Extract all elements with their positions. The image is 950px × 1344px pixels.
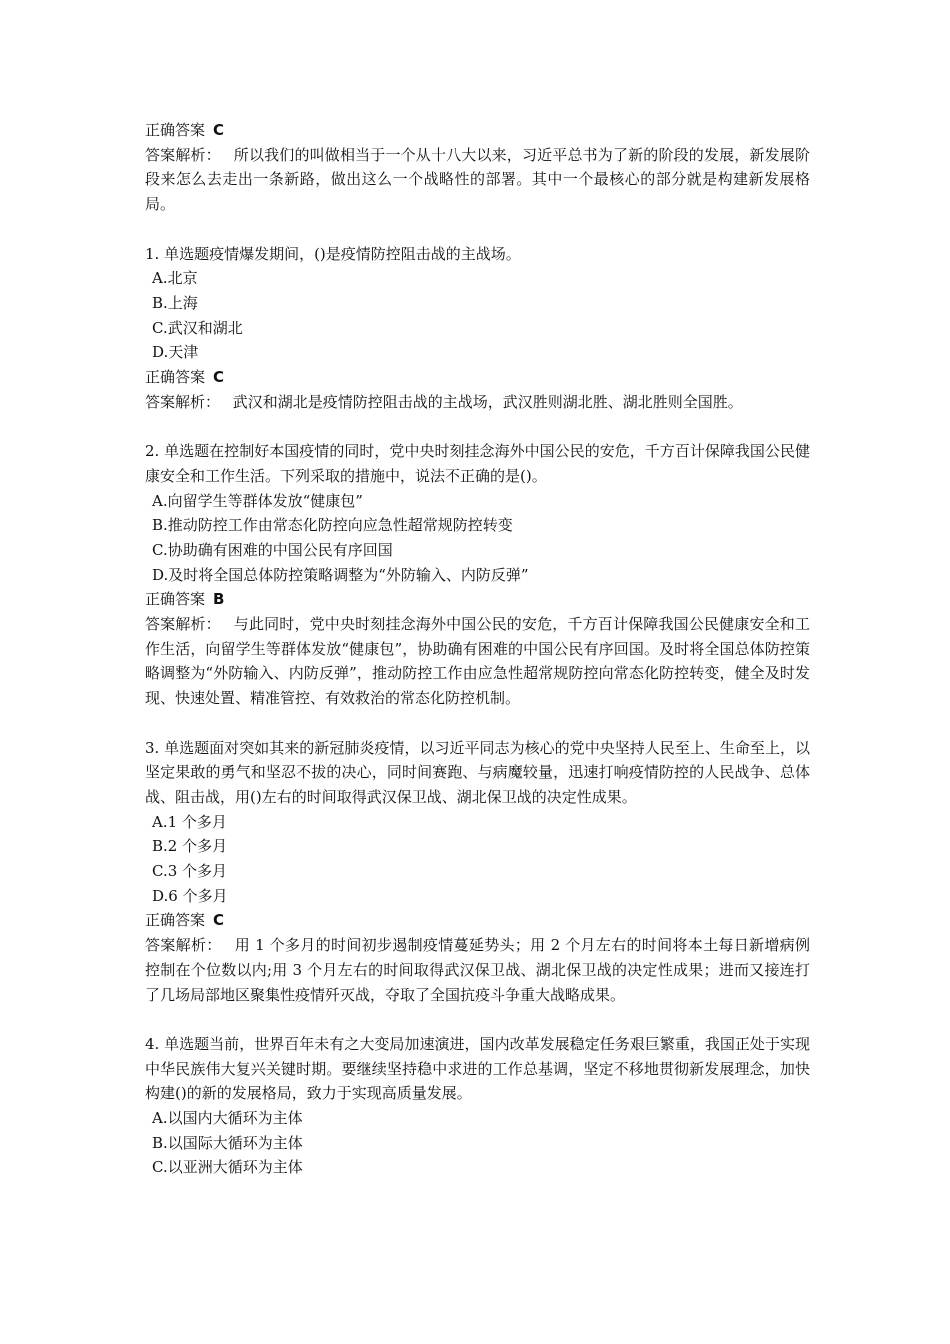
analysis-label: 答案解析： [145,392,221,411]
option-d: D.天津 [152,343,199,362]
option-c: C.3 个多月 [152,862,228,881]
analysis-text: 武汉和湖北是疫情防控阻击战的主战场，武汉胜则湖北胜、湖北胜则全国胜。 [232,392,743,411]
option-b: B.推动防控工作由常态化防控向应急性超常规防控转变 [152,516,513,535]
answer-line [145,365,810,390]
question-3 [145,736,810,1008]
analysis-text: 与此同时，党中央时刻挂念海外中国公民的安危，千方百计保障我国公民健康安全和工作生活，向留学生等群体发放“健康包”，协助确有困难的中国公民有序回国。及时将全国总体防控策略调整为“外防输入、内防反弹”，推动防控工作由应急性超常规防控向常态化防控转变，健全及时发现、快速处置、精准管控、有效救治的常态化防控机制。 [145,615,810,708]
option-a: A.以国内大循环为主体 [152,1109,303,1128]
answer-key: B [213,590,225,609]
answer-key: C [213,368,225,387]
answer-key: C [213,121,225,139]
option-c: C.武汉和湖北 [152,318,243,337]
question-1 [145,242,810,415]
answer-label: 正确答案 [145,911,206,930]
option-d: D.6 个多月 [152,886,228,905]
analysis-label: 答案解析： [145,615,221,634]
option-b: B.2 个多月 [152,837,228,856]
analysis [145,933,810,1007]
answer-label: 正确答案 [145,121,206,139]
question-stem: 1. 单选题疫情爆发期间，()是疫情防控阻击战的主战场。 [145,244,521,263]
analysis-label: 答案解析： [145,936,222,955]
option-b: B.上海 [152,293,198,312]
analysis-text: 所以我们的叫做相当于一个从十八大以来，习近平总书为了新的阶段的发展，新发展阶段来怎么去走出一条新路，做出这么一个战略性的部署。其中一个最核心的部分就是构建新发展格局。 [145,145,810,214]
question-stem: 3. 单选题面对突如其来的新冠肺炎疫情，以习近平同志为核心的党中央坚持人民至上、生命至上，以坚定果敢的勇气和坚忍不拔的决心，同时间赛跑、与病魔较量，迅速打响疫情防控的人民战争、总体战、阻击战，用()左右的时间取得武汉保卫战、湖北保卫战的决定性成果。 [145,738,810,806]
question-4 [145,1032,810,1180]
question-stem: 2. 单选题在控制好本国疫情的同时，党中央时刻挂念海外中国公民的安危，千方百计保障我国公民健康安全和工作生活。下列采取的措施中，说法不正确的是()。 [145,442,810,485]
intro-analysis [145,143,810,217]
option-a: A.1 个多月 [152,812,227,831]
question-stem: 4. 单选题当前，世界百年未有之大变局加速演进，国内改革发展稳定任务艰巨繁重，我国正处于实现中华民族伟大复兴关键时期。要继续坚持稳中求进的工作总基调，坚定不移地贯彻新发展理念，加快构建()的新的发展格局，致力于实现高质量发展。 [145,1034,810,1103]
analysis [145,612,810,711]
analysis-text: 用 1 个多月的时间初步遏制疫情蔓延势头；用 2 个月左右的时间将本土每日新增病例控制在个位数以内;用 3 个月左右的时间取得武汉保卫战、湖北保卫战的决定性成果；进而又接连打了几场局部地区聚集性疫情歼灭战，夺取了全国抗疫斗争重大战略成果。 [145,936,810,1004]
option-a: A.北京 [152,269,198,288]
answer-label: 正确答案 [145,368,206,387]
question-2 [145,439,810,711]
option-c: C.协助确有困难的中国公民有序回国 [152,540,393,559]
analysis [145,390,810,415]
analysis-label: 答案解析： [145,145,221,164]
option-a: A.向留学生等群体发放“健康包” [152,491,363,510]
intro-answer-line [145,118,810,143]
option-c: C.以亚洲大循环为主体 [152,1158,303,1177]
option-b: B.以国际大循环为主体 [152,1133,303,1152]
answer-label: 正确答案 [145,590,206,609]
answer-key: C [213,911,225,930]
option-d: D.及时将全国总体防控策略调整为“外防输入、内防反弹” [152,565,529,584]
answer-line [145,587,810,612]
document-page [145,118,810,1180]
answer-line [145,908,810,933]
